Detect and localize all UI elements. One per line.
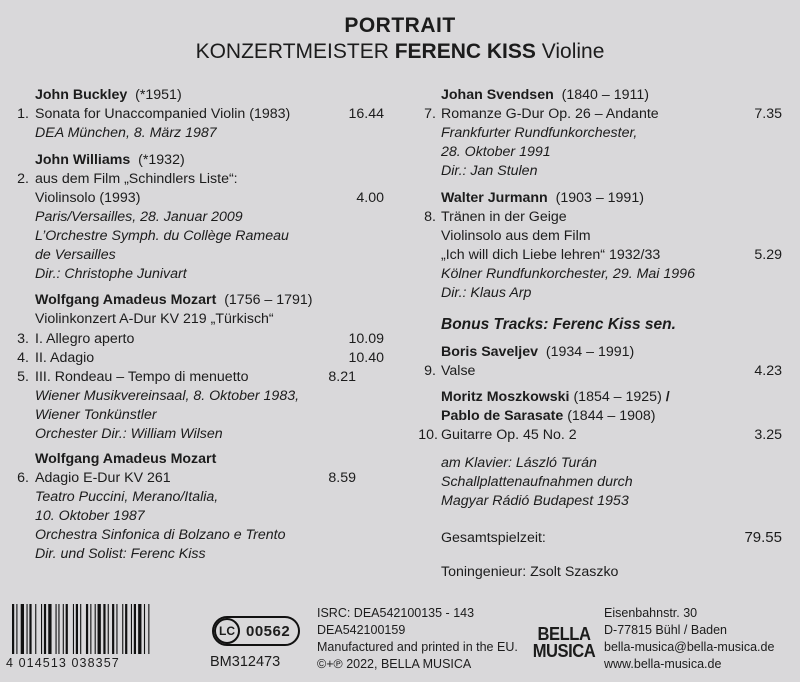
composer-heading <box>441 86 649 104</box>
recording-info: Dir.: Jan Stulen <box>441 163 538 179</box>
track-number: 4. <box>17 350 29 366</box>
isrc-line: ISRC: DEA542100135 - 143 <box>317 606 475 620</box>
composer-heading <box>441 343 634 361</box>
track-number: 9. <box>424 363 436 379</box>
composer-heading <box>35 86 182 104</box>
track-duration: 4.23 <box>754 363 782 379</box>
catalog-number: BM312473 <box>210 654 281 670</box>
track-title: Violinsolo (1993) <box>35 190 141 206</box>
track-duration: 8.21 <box>328 369 356 385</box>
label-code-number: 00562 <box>246 622 291 640</box>
track-duration: 8.59 <box>328 470 356 486</box>
subtitle-instrument: Violine <box>541 40 605 63</box>
track-number: 1. <box>17 106 29 122</box>
composer-heading <box>35 291 313 309</box>
address-line: D-77815 Bühl / Baden <box>604 623 728 637</box>
barcode-digits: 4 014513 038357 <box>6 656 120 670</box>
composer-years: (1903 – 1991) <box>555 190 644 206</box>
track-duration: 10.09 <box>348 331 384 347</box>
composer-years: (1934 – 1991) <box>545 344 635 360</box>
track-title: Tränen in der Geige <box>441 209 567 225</box>
track-duration: 10.40 <box>348 350 384 366</box>
album-title: PORTRAIT <box>344 14 456 37</box>
composer-years: (*1932) <box>138 152 185 168</box>
composer-years: (*1951) <box>135 87 182 103</box>
recording-info: Kölner Rundfunkorchester, 29. Mai 1996 <box>441 266 695 282</box>
copyright-line: ©+℗ 2022, BELLA MUSICA <box>317 657 472 671</box>
recording-info: DEA München, 8. März 1987 <box>35 125 217 141</box>
sound-engineer: Toningenieur: Zsolt Szaszko <box>441 564 619 580</box>
composer-name: Wolfgang Amadeus Mozart <box>35 292 217 308</box>
recording-note: Magyar Rádió Budapest 1953 <box>441 493 629 509</box>
track-number: 8. <box>424 209 436 225</box>
composer-name: Boris Saveljev <box>441 344 539 360</box>
recording-note: am Klavier: László Turán <box>441 455 597 471</box>
composer-name: John Buckley <box>35 87 128 103</box>
composer-heading <box>441 189 644 207</box>
album-subtitle <box>0 40 800 64</box>
recording-info: 10. Oktober 1987 <box>35 508 145 524</box>
recording-info: de Versailles <box>35 247 116 263</box>
logo-text: BELLA <box>537 624 591 644</box>
composer-heading <box>441 388 670 406</box>
composer-name: Wolfgang Amadeus Mozart <box>35 451 217 467</box>
recording-info: 28. Oktober 1991 <box>441 144 551 160</box>
track-title: Guitarre Op. 45 No. 2 <box>441 427 577 443</box>
recording-info: Dir.: Klaus Arp <box>441 285 532 301</box>
total-time: 79.55 <box>744 529 782 546</box>
composer-years: (1840 – 1911) <box>561 87 649 103</box>
track-duration: 4.00 <box>356 190 384 206</box>
composer-name: Johan Svendsen <box>441 87 554 103</box>
track-number: 7. <box>424 106 436 122</box>
track-title: „Ich will dich Liebe lehren“ 1932/33 <box>441 247 661 263</box>
track-number: 6. <box>17 470 29 486</box>
track-duration: 5.29 <box>754 247 782 263</box>
track-duration: 7.35 <box>754 106 782 122</box>
track-title: Adagio E-Dur KV 261 <box>35 470 171 486</box>
address-line: Eisenbahnstr. 30 <box>604 606 698 620</box>
composer-years: (1756 – 1791) <box>224 292 313 308</box>
track-number: 3. <box>17 331 29 347</box>
lc-mark: LC <box>214 618 240 644</box>
composer-heading <box>441 407 656 425</box>
track-number: 5. <box>17 369 29 385</box>
track-title: II. Adagio <box>35 350 95 366</box>
composer-years: (1844 – 1908) <box>567 408 656 424</box>
track-title: Romanze G-Dur Op. 26 – Andante <box>441 106 659 122</box>
track-title: I. Allegro aperto <box>35 331 135 347</box>
recording-info: L’Orchestre Symph. du Collège Rameau <box>35 228 289 244</box>
label-code-badge <box>212 616 300 646</box>
barcode <box>10 604 195 654</box>
total-time-label: Gesamtspielzeit: <box>441 530 546 546</box>
track-duration: 16.44 <box>348 106 384 122</box>
artist-name: FERENC KISS <box>394 40 536 63</box>
composer-name: Pablo de Sarasate <box>441 408 564 424</box>
composer-separator: / <box>665 389 670 405</box>
composer-name: Walter Jurmann <box>441 190 548 206</box>
recording-info: Wiener Musikvereinsaal, 8. Oktober 1983, <box>35 388 300 404</box>
track-number: 10. <box>418 427 438 443</box>
recording-info: Frankfurter Rundfunkorchester, <box>441 125 638 141</box>
track-title: Sonata for Unaccompanied Violin (1983) <box>35 106 291 122</box>
recording-info: Orchester Dir.: William Wilsen <box>35 426 223 442</box>
subtitle-prefix: KONZERTMEISTER <box>195 40 389 63</box>
composer-heading <box>35 151 185 169</box>
track-number: 2. <box>17 171 29 187</box>
track-title: III. Rondeau – Tempo di menuetto <box>35 369 249 385</box>
manufactured-line: Manufactured and printed in the EU. <box>317 640 518 654</box>
website-link[interactable]: www.bella-musica.de <box>604 657 722 671</box>
work-title: Violinkonzert A-Dur KV 219 „Türkisch“ <box>35 311 274 327</box>
composer-name: John Williams <box>35 152 131 168</box>
recording-note: Schallplattenaufnahmen durch <box>441 474 633 490</box>
bonus-tracks-heading: Bonus Tracks: Ferenc Kiss sen. <box>441 316 676 333</box>
track-duration: 3.25 <box>754 427 782 443</box>
recording-info: Wiener Tonkünstler <box>35 407 157 423</box>
composer-years: (1854 – 1925) <box>573 389 662 405</box>
bella-musica-logo <box>532 626 596 660</box>
email-link[interactable]: bella-musica@bella-musica.de <box>604 640 775 654</box>
track-title: aus dem Film „Schindlers Liste“: <box>35 171 238 187</box>
logo-text: MUSICA <box>532 641 596 661</box>
recording-info: Dir.: Christophe Junivart <box>35 266 187 282</box>
composer-name: Moritz Moszkowski <box>441 389 570 405</box>
recording-info: Paris/Versailles, 28. Januar 2009 <box>35 209 243 225</box>
recording-info: Orchestra Sinfonica di Bolzano e Trento <box>35 527 286 543</box>
recording-info: Teatro Puccini, Merano/Italia, <box>35 489 219 505</box>
track-title: Violinsolo aus dem Film <box>441 228 591 244</box>
recording-info: Dir. und Solist: Ferenc Kiss <box>35 546 206 562</box>
isrc-line: DEA542100159 <box>317 623 406 637</box>
track-title: Valse <box>441 363 476 379</box>
